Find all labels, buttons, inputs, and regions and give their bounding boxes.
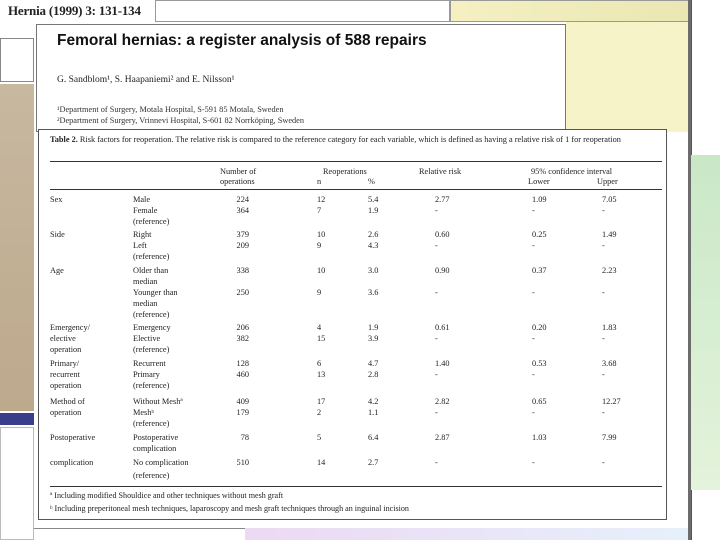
- table-cell-pct: 2.7: [368, 458, 379, 467]
- article-affiliation-1: ¹Department of Surgery, Motala Hospital, S-591 85 Motala, Sweden: [57, 105, 284, 114]
- table-cell-rr: 1.40: [435, 359, 450, 368]
- slide-yellow-block: [566, 22, 690, 132]
- table-cell-upper: 3.68: [602, 359, 617, 368]
- table-cell-pct: 3.6: [368, 288, 379, 297]
- table-cell-factor: complication: [50, 458, 94, 467]
- table-cell-n: 9: [317, 241, 322, 250]
- table-cell-rr: -: [435, 288, 438, 297]
- table-cell-n: 2: [317, 408, 322, 417]
- table-cell-category: Female: [133, 206, 158, 215]
- table-cell-ops: 364: [236, 206, 249, 215]
- slide-bottom-gradient-band: [245, 528, 690, 540]
- table-cell-category: (reference): [133, 345, 170, 354]
- table-cell-ops: 409: [236, 397, 249, 406]
- table-cell-lower: 0.37: [532, 266, 547, 275]
- table-cell-category: Meshᵇ: [133, 408, 155, 417]
- table-cell-factor: Emergency/: [50, 323, 90, 332]
- table-cell-ops: 382: [236, 334, 249, 343]
- table-cell-category: Elective: [133, 334, 161, 343]
- table-cell-category: (reference): [133, 471, 170, 480]
- table-cell-rr: -: [435, 458, 438, 467]
- table-cell-lower: -: [532, 408, 535, 417]
- table-cell-ops: 209: [236, 241, 249, 250]
- table-cell-n: 6: [317, 359, 322, 368]
- table-cell-category: median: [133, 277, 158, 286]
- table-cell-ops: 379: [236, 230, 249, 239]
- article-header-panel: [36, 24, 566, 132]
- table-cell-ops: 78: [240, 433, 249, 442]
- table-cell-category: Postoperative: [133, 433, 179, 442]
- table-cell-n: 10: [317, 266, 326, 275]
- table-cell-pct: 2.8: [368, 370, 379, 379]
- journal-reference: Hernia (1999) 3: 131-134: [8, 3, 141, 18]
- table-cell-pct: 1.1: [368, 408, 379, 417]
- header-lower: Lower: [528, 177, 550, 186]
- table-header-rule: [50, 189, 662, 190]
- table-cell-ops: 206: [236, 323, 249, 332]
- table-cell-upper: 1.49: [602, 230, 617, 239]
- slide-green-block: [690, 155, 720, 490]
- table-cell-n: 12: [317, 195, 326, 204]
- table-cell-lower: 1.09: [532, 195, 547, 204]
- header-percent: %: [368, 177, 375, 186]
- table-cell-lower: -: [532, 288, 535, 297]
- article-title: Femoral hernias: a register analysis of 588 repairs: [57, 32, 427, 49]
- table-cell-factor: Side: [50, 230, 65, 239]
- header-operations: operations: [220, 177, 255, 186]
- header-reoperations: Reoperations: [323, 167, 367, 176]
- table-cell-factor: recurrent: [50, 370, 80, 379]
- slide-left-top-block: [0, 38, 34, 82]
- table-cell-upper: 7.05: [602, 195, 617, 204]
- table-caption-text: Risk factors for reoperation. The relative risk is compared to the reference category for each variable, which is defined as having a relative risk of 1 for reoperation: [79, 135, 621, 144]
- table-cell-lower: 0.53: [532, 359, 547, 368]
- table-cell-n: 15: [317, 334, 326, 343]
- table-cell-rr: 2.87: [435, 433, 450, 442]
- table-cell-upper: 1.83: [602, 323, 617, 332]
- table-cell-upper: -: [602, 288, 605, 297]
- slide-top-band: [155, 0, 450, 22]
- table-caption: [50, 134, 662, 146]
- table-cell-pct: 2.6: [368, 230, 379, 239]
- table-cell-category: complication: [133, 444, 177, 453]
- table-cell-rr: -: [435, 370, 438, 379]
- table-cell-pct: 5.4: [368, 195, 379, 204]
- table-cell-lower: -: [532, 370, 535, 379]
- table-cell-upper: 12.27: [602, 397, 621, 406]
- table-cell-factor: Sex: [50, 195, 63, 204]
- table-cell-category: (reference): [133, 419, 170, 428]
- table-cell-lower: -: [532, 458, 535, 467]
- table-cell-factor: Method of: [50, 397, 85, 406]
- header-relative-risk: Relative risk: [419, 167, 462, 176]
- table-cell-category: Without Meshª: [133, 397, 183, 406]
- table-cell-rr: -: [435, 334, 438, 343]
- table-cell-n: 7: [317, 206, 322, 215]
- table-cell-ops: 250: [236, 288, 249, 297]
- header-n: n: [317, 177, 322, 186]
- table-cell-ops: 460: [236, 370, 249, 379]
- header-confidence-interval: 95% confidence interval: [531, 167, 613, 176]
- table-cell-category: (reference): [133, 310, 170, 319]
- table-cell-factor: operation: [50, 345, 82, 354]
- footnote-b: ᵇ Including preperitoneal mesh techniques, laparoscopy and mesh graft techniques through an inguinal incision: [50, 504, 409, 513]
- table-cell-category: Younger than: [133, 288, 178, 297]
- table-cell-upper: -: [602, 408, 605, 417]
- table-cell-n: 14: [317, 458, 326, 467]
- article-authors: G. Sandblom¹, S. Haapaniemi² and E. Nilsson¹: [57, 75, 235, 85]
- table-cell-upper: -: [602, 334, 605, 343]
- table-cell-category: Right: [133, 230, 152, 239]
- table-cell-lower: 0.20: [532, 323, 547, 332]
- table-cell-category: Primary: [133, 370, 160, 379]
- table-cell-rr: 2.82: [435, 397, 450, 406]
- table-cell-lower: -: [532, 241, 535, 250]
- table-cell-rr: -: [435, 206, 438, 215]
- table-cell-upper: 2.23: [602, 266, 617, 275]
- slide-frame-line: [688, 0, 691, 540]
- article-affiliation-2: ²Department of Surgery, Vrinnevi Hospital, S-601 82 Norrköping, Sweden: [57, 116, 305, 125]
- table-cell-category: No complication: [133, 458, 189, 467]
- table-cell-pct: 1.9: [368, 206, 379, 215]
- table-cell-upper: -: [602, 458, 605, 467]
- slide-left-blue-bar: [0, 413, 34, 425]
- slide-left-tan-block: [0, 84, 34, 411]
- table-cell-lower: -: [532, 334, 535, 343]
- table-cell-n: 9: [317, 288, 322, 297]
- table-cell-rr: 0.60: [435, 230, 450, 239]
- table-cell-upper: -: [602, 241, 605, 250]
- table-cell-category: Left: [133, 241, 147, 250]
- table-cell-upper: -: [602, 206, 605, 215]
- table-cell-category: (reference): [133, 217, 170, 226]
- table-cell-category: Male: [133, 195, 151, 204]
- table-cell-factor: Primary/: [50, 359, 80, 368]
- table-cell-lower: 0.65: [532, 397, 547, 406]
- table-cell-category: Recurrent: [133, 359, 166, 368]
- table-cell-rr: 0.90: [435, 266, 450, 275]
- table-cell-pct: 3.9: [368, 334, 379, 343]
- table-cell-pct: 4.2: [368, 397, 379, 406]
- table-cell-pct: 3.0: [368, 266, 379, 275]
- table-label: Table 2.: [50, 135, 78, 144]
- table-cell-rr: 0.61: [435, 323, 450, 332]
- table-cell-ops: 510: [236, 458, 249, 467]
- table-cell-factor: operation: [50, 408, 82, 417]
- slide-top-right-band: [450, 0, 690, 22]
- table-cell-ops: 179: [236, 408, 249, 417]
- table-cell-factor: elective: [50, 334, 76, 343]
- table-cell-pct: 4.3: [368, 241, 379, 250]
- slide-right-top-block: [690, 0, 720, 155]
- table-cell-rr: 2.77: [435, 195, 450, 204]
- table-cell-n: 5: [317, 433, 322, 442]
- table-cell-pct: 1.9: [368, 323, 379, 332]
- table-cell-pct: 4.7: [368, 359, 379, 368]
- header-upper: Upper: [597, 177, 618, 186]
- table-cell-upper: 7.99: [602, 433, 617, 442]
- table-cell-pct: 6.4: [368, 433, 379, 442]
- table-cell-lower: 1.03: [532, 433, 547, 442]
- table-cell-n: 10: [317, 230, 326, 239]
- table-cell-category: (reference): [133, 381, 170, 390]
- table-cell-ops: 338: [236, 266, 249, 275]
- table-cell-n: 17: [317, 397, 326, 406]
- table-cell-category: Older than: [133, 266, 169, 275]
- header-number-of: Number of: [220, 167, 257, 176]
- table-cell-lower: 0.25: [532, 230, 547, 239]
- table-cell-factor: Age: [50, 266, 64, 275]
- table-cell-n: 4: [317, 323, 322, 332]
- table-cell-rr: -: [435, 408, 438, 417]
- table-cell-upper: -: [602, 370, 605, 379]
- table-cell-rr: -: [435, 241, 438, 250]
- table-cell-category: (reference): [133, 252, 170, 261]
- table-cell-n: 13: [317, 370, 326, 379]
- risk-factor-table-panel: [38, 129, 667, 520]
- table-cell-ops: 224: [236, 195, 249, 204]
- slide-left-bottom-block: [0, 427, 34, 540]
- table-cell-lower: -: [532, 206, 535, 215]
- table-cell-category: median: [133, 299, 158, 308]
- table-cell-factor: Postoperative: [50, 433, 96, 442]
- slide-bottom-left-band: [34, 528, 245, 541]
- table-bottom-rule: [50, 486, 662, 487]
- table-cell-ops: 128: [236, 359, 249, 368]
- footnote-a: ª Including modified Shouldice and other techniques without mesh graft: [50, 491, 284, 500]
- table-cell-factor: operation: [50, 381, 82, 390]
- slide-right-bottom-block: [690, 490, 720, 540]
- table-top-rule: [50, 161, 662, 162]
- table-cell-category: Emergency: [133, 323, 171, 332]
